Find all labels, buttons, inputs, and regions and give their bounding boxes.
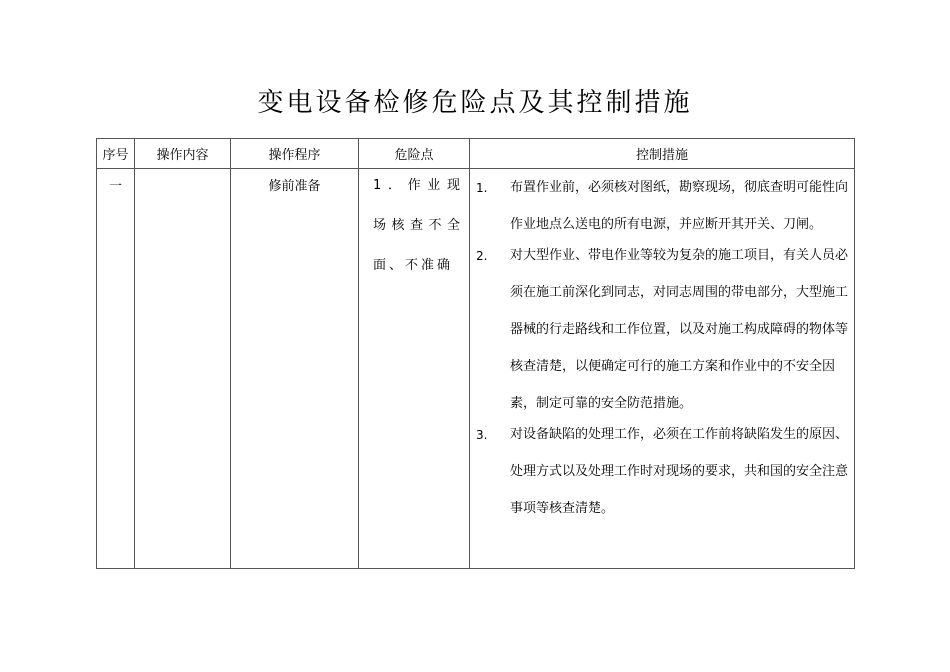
measure-number: 3.: [476, 428, 488, 442]
measure-text: 对大型作业、带电作业等较为复杂的施工项目，有关人员必须在施工前深化到同志，对同志周围的带电部分，大型施工器械的行走路线和工作位置，以及对施工构成障碍的物体等核查清楚，以便确定可行的施工方案和作业中的不安全因素，制定可靠的安全防范措施。: [510, 248, 849, 411]
measure-number: 2.: [476, 249, 488, 263]
header-index: 序号: [97, 139, 135, 169]
header-procedure: 操作程序: [231, 139, 359, 169]
row-measures-cell: [470, 169, 855, 569]
row-index: 一: [108, 179, 122, 194]
measures-list: [470, 169, 854, 529]
list-item: [470, 175, 848, 243]
measure-text: 布置作业前，必须核对图纸，勘察现场，彻底查明可能性向作业地点么送电的所有电源，并应断开其开关、刀闸。: [510, 180, 849, 232]
measure-number: 1.: [476, 181, 488, 195]
table-row: [97, 169, 855, 569]
measure-text: 对设备缺陷的处理工作，必须在工作前将缺陷发生的原因、处理方式以及处理工作时对现场的要求，共和国的安全注意事项等核查清楚。: [510, 427, 849, 516]
document-title: 变电设备检修危险点及其控制措施: [257, 88, 693, 118]
row-content: [135, 169, 230, 175]
list-item: [470, 422, 848, 527]
row-risk: 1．作业现场核查不全面、不准确: [373, 178, 463, 273]
risk-control-table: [96, 138, 855, 569]
row-risk-cell: [359, 169, 470, 569]
row-procedure-cell: [231, 169, 359, 569]
header-risk: 危险点: [359, 139, 470, 169]
list-item: [470, 243, 848, 422]
header-content: 操作内容: [135, 139, 231, 169]
row-index-cell: [97, 169, 135, 569]
row-procedure: 修前准备: [268, 179, 321, 194]
header-measures: 控制措施: [470, 139, 855, 169]
row-content-cell: [135, 169, 231, 569]
table-header-row: [97, 139, 855, 169]
